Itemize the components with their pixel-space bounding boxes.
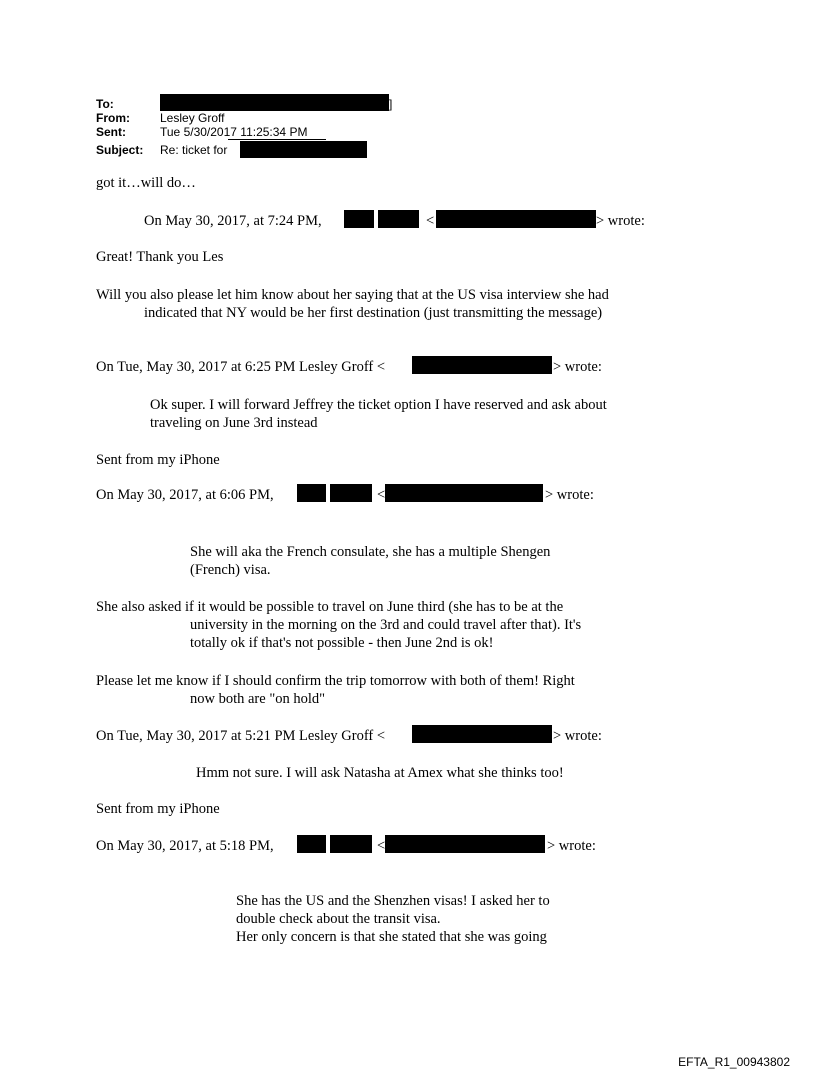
subject-label: Subject:	[96, 143, 144, 157]
redaction-bar	[344, 210, 374, 228]
message-line: totally ok if that's not possible - then June 2nd is ok!	[190, 635, 494, 651]
quote-header: On Tue, May 30, 2017 at 6:25 PM Lesley Groff <	[96, 359, 386, 375]
message-line: traveling on June 3rd instead	[150, 415, 318, 431]
message-line: Will you also please let him know about her saying that at the US visa interview she had	[96, 287, 609, 303]
message-line: Hmm not sure. I will ask Natasha at Amex what she thinks too!	[196, 765, 564, 781]
message-line: now both are "on hold"	[190, 691, 326, 707]
redaction-bar	[330, 484, 372, 502]
from-label: From:	[96, 111, 130, 125]
sent-underline	[228, 139, 326, 140]
quote-header: On May 30, 2017, at 6:06 PM,	[96, 487, 274, 503]
sent-label: Sent:	[96, 125, 126, 139]
reply-text: got it…will do…	[96, 175, 196, 191]
redaction-bar	[330, 835, 372, 853]
from-value: Lesley Groff	[160, 111, 225, 125]
redaction-bar	[297, 835, 326, 853]
message-line: university in the morning on the 3rd and could travel after that). It's	[190, 617, 582, 633]
document-id: EFTA_R1_00943802	[678, 1055, 790, 1069]
redaction-bar	[412, 725, 552, 743]
redaction-bar	[412, 356, 552, 374]
message-line: Her only concern is that she stated that she was going	[236, 929, 547, 945]
to-label: To:	[96, 97, 114, 111]
message-line: Ok super. I will forward Jeffrey the ticket option I have reserved and ask about	[150, 397, 607, 413]
sent-value: Tue 5/30/2017 11:25:34 PM	[160, 125, 308, 139]
redaction-bar	[160, 94, 389, 111]
message-line: (French) visa.	[190, 562, 271, 578]
quote-header: On Tue, May 30, 2017 at 5:21 PM Lesley Groff <	[96, 728, 386, 744]
message-line: indicated that NY would be her first destination (just transmitting the message)	[144, 305, 603, 321]
quote-header-wrote: > wrote:	[553, 728, 602, 744]
redaction-bar	[378, 210, 419, 228]
redaction-bar	[385, 484, 543, 502]
to-bracket: ]	[389, 97, 393, 111]
message-line: She will aka the French consulate, she has a multiple Shengen	[190, 544, 551, 560]
signature-line: Sent from my iPhone	[96, 801, 220, 817]
message-line: Please let me know if I should confirm the trip tomorrow with both of them! Right	[96, 673, 575, 689]
quote-header-bracket: <	[377, 838, 386, 854]
redaction-bar	[240, 141, 367, 158]
redaction-bar	[297, 484, 326, 502]
subject-value: Re: ticket for	[160, 143, 228, 157]
quote-header-wrote: > wrote:	[553, 359, 602, 375]
message-line: double check about the transit visa.	[236, 911, 441, 927]
redaction-bar	[385, 835, 545, 853]
message-line: She also asked if it would be possible to travel on June third (she has to be at the	[96, 599, 564, 615]
quote-header-bracket: <	[377, 487, 386, 503]
quote-header: On May 30, 2017, at 5:18 PM,	[96, 838, 274, 854]
quote-header-bracket: <	[426, 213, 435, 229]
quote-header-wrote: > wrote:	[545, 487, 594, 503]
signature-line: Sent from my iPhone	[96, 452, 220, 468]
quote-header-wrote: > wrote:	[547, 838, 596, 854]
quote-header-wrote: > wrote:	[596, 213, 645, 229]
quote-header: On May 30, 2017, at 7:24 PM,	[144, 213, 322, 229]
redaction-bar	[436, 210, 596, 228]
message-line: Great! Thank you Les	[96, 249, 224, 265]
message-line: She has the US and the Shenzhen visas! I asked her to	[236, 893, 550, 909]
